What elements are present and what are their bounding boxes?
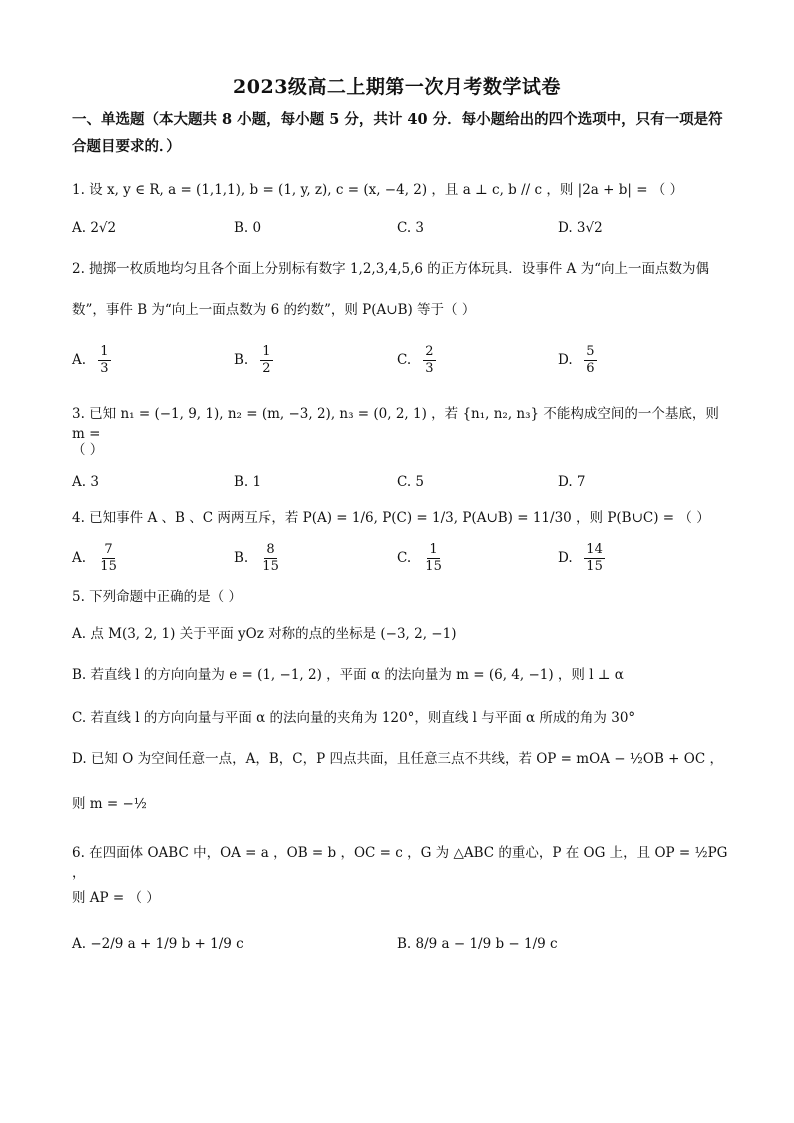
numerator: 1 bbox=[100, 344, 109, 359]
option-label: A. bbox=[72, 550, 87, 566]
denominator: 15 bbox=[586, 559, 603, 574]
question-1-stem: 1. 设 x, y ∈ R, a = (1,1,1), b = (1, y, z), c = (x, −4, 2) ，且 a ⊥ c, b // c ，则 |2a + b| = （ ） bbox=[72, 182, 684, 198]
fraction bbox=[98, 344, 110, 377]
numerator: 8 bbox=[266, 542, 275, 557]
q1-option-c: C. 3 bbox=[397, 220, 425, 236]
fraction bbox=[584, 542, 605, 575]
numerator: 7 bbox=[104, 542, 113, 557]
q5-option-a: A. 点 M(3, 2, 1) 关于平面 yOz 对称的点的坐标是 (−3, 2, −1) bbox=[72, 626, 457, 642]
option-label: A. bbox=[72, 352, 87, 368]
question-3-stem-line2: （ ） bbox=[72, 442, 104, 458]
q3-option-a: A. 3 bbox=[72, 474, 99, 490]
q5-option-c: C. 若直线 l 的方向向量与平面 α 的法向量的夹角为 120°，则直线 l 与平面 α 所成的角为 30° bbox=[72, 710, 636, 726]
denominator: 3 bbox=[425, 361, 434, 376]
question-3-stem-line1: 3. 已知 n₁ = (−1, 9, 1), n₂ = (m, −3, 2), n₃ = (0, 2, 1) ，若 {n₁, n₂, n₃} 不能构成空间的一个基底，则 m = bbox=[72, 406, 719, 442]
numerator: 2 bbox=[425, 344, 434, 359]
q1-option-d: D. 3√2 bbox=[558, 220, 603, 236]
q5-option-b: B. 若直线 l 的方向向量为 e = (1, −1, 2) ，平面 α 的法向量为 m = (6, 4, −1) ，则 l ⊥ α bbox=[72, 667, 624, 683]
question-6-stem-line2: 则 AP = （ ） bbox=[72, 890, 160, 906]
q4-option-a bbox=[72, 542, 119, 575]
q6-option-b: B. 8/9 a − 1/9 b − 1/9 c bbox=[397, 936, 558, 952]
q5-option-d-line1: D. 已知 O 为空间任意一点，A，B，C，P 四点共面，且任意三点不共线，若 OP = mOA − ½OB + OC ， bbox=[72, 751, 723, 767]
q2-option-d bbox=[558, 344, 597, 377]
question-5-stem: 5. 下列命题中正确的是（ ） bbox=[72, 589, 242, 605]
q4-option-c bbox=[397, 542, 444, 575]
page-title: 2023级高二上期第一次月考数学试卷 bbox=[233, 76, 561, 98]
option-label: B. bbox=[234, 352, 249, 368]
fraction bbox=[584, 344, 596, 377]
numerator: 5 bbox=[586, 344, 595, 359]
q6-option-a: A. −2/9 a + 1/9 b + 1/9 c bbox=[72, 936, 244, 952]
option-label: C. bbox=[397, 550, 412, 566]
q2-option-c bbox=[397, 344, 436, 377]
q2-option-a bbox=[72, 344, 111, 377]
q1-option-a: A. 2√2 bbox=[72, 220, 117, 236]
denominator: 15 bbox=[262, 559, 279, 574]
fraction bbox=[423, 344, 435, 377]
q1-option-b: B. 0 bbox=[234, 220, 262, 236]
question-2-stem-line2: 数”，事件 B 为“向上一面点数为 6 的约数”，则 P(A∪B) 等于（ ） bbox=[72, 302, 476, 318]
q4-option-d bbox=[558, 542, 605, 575]
denominator: 15 bbox=[100, 559, 117, 574]
denominator: 6 bbox=[586, 361, 595, 376]
fraction bbox=[260, 542, 281, 575]
option-label: C. bbox=[397, 352, 412, 368]
option-label: D. bbox=[558, 352, 573, 368]
fraction bbox=[260, 344, 272, 377]
fraction bbox=[423, 542, 444, 575]
q3-option-b: B. 1 bbox=[234, 474, 262, 490]
option-label: D. bbox=[558, 550, 573, 566]
q3-option-c: C. 5 bbox=[397, 474, 425, 490]
section-heading: 一、单选题（本大题共 8 小题，每小题 5 分，共计 40 分．每小题给出的四个选项中，只有一项是符合题目要求的．） bbox=[72, 111, 723, 155]
fraction bbox=[98, 542, 119, 575]
numerator: 1 bbox=[262, 344, 271, 359]
question-4-stem: 4. 已知事件 A 、B 、C 两两互斥，若 P(A) = 1/6, P(C) = 1/3, P(A∪B) = 11/30 ，则 P(B∪C) = （ ） bbox=[72, 510, 710, 526]
q2-option-b bbox=[234, 344, 273, 377]
denominator: 15 bbox=[425, 559, 442, 574]
numerator: 1 bbox=[429, 542, 438, 557]
option-label: B. bbox=[234, 550, 249, 566]
question-2-stem-line1: 2. 抛掷一枚质地均匀且各个面上分别标有数字 1,2,3,4,5,6 的正方体玩具．设事件 A 为“向上一面点数为偶 bbox=[72, 261, 709, 277]
q3-option-d: D. 7 bbox=[558, 474, 586, 490]
denominator: 3 bbox=[100, 361, 109, 376]
denominator: 2 bbox=[262, 361, 271, 376]
q4-option-b bbox=[234, 542, 281, 575]
q5-option-d-line2: 则 m = −½ bbox=[72, 796, 147, 812]
question-6-stem-line1: 6. 在四面体 OABC 中，OA = a ，OB = b ，OC = c ，G 为 △ABC 的重心，P 在 OG 上，且 OP = ½PG ， bbox=[72, 845, 728, 881]
numerator: 14 bbox=[586, 542, 603, 557]
